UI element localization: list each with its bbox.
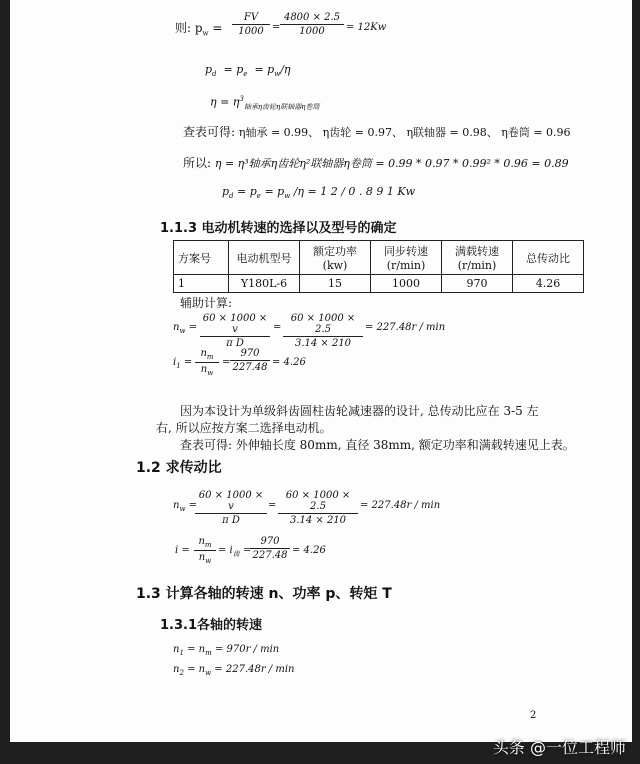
- table-header-cell: 总传动比: [513, 241, 584, 275]
- table-header-cell: 满载转速(r/min): [442, 241, 513, 275]
- pw-lhs: 则: $p_w$ =: [175, 21, 223, 38]
- section-1-1-3-heading: 1.1.3 电动机转速的选择以及型号的确定: [160, 221, 397, 236]
- table-cell: 1: [174, 275, 229, 293]
- ratio-i-frac1: $\frac{n_m}{n_w}$: [194, 536, 216, 565]
- table-cell: 970: [442, 275, 513, 293]
- aux-i1-frac2: $\frac{970}{227.48}$: [230, 348, 270, 373]
- paragraph-line: 因为本设计为单级斜齿圆柱齿轮减速器的设计, 总传动比应在 3-5 左: [180, 404, 539, 418]
- pw-result: = 12Kw: [346, 22, 387, 33]
- aux-nw-lhs: $n_w$ =: [173, 322, 198, 335]
- ratio-nw-frac2: $\frac{60 \times 1000 \times 2.5}{3.14 \times 210}$: [278, 490, 358, 526]
- pw-frac2: $\frac{4800 \times 2.5}{1000}$: [280, 12, 344, 37]
- ratio-i-result: = 4.26: [292, 545, 326, 556]
- so-line: 所以: η = η³轴承η齿轮η²联轴器η卷筒 = 0.99 * 0.97 * 0.99² * 0.96 = 0.89: [183, 156, 569, 170]
- aux-nw-frac1: $\frac{60 \times 1000 \times v}{\text{π D}}$: [200, 313, 270, 349]
- table-cell: Y180L-6: [229, 275, 300, 293]
- section-1-2-heading: 1.2 求传动比: [136, 460, 222, 476]
- watermark: 头条 @一位工程师: [492, 738, 626, 757]
- pw-eq2: =: [272, 22, 281, 33]
- ratio-i-frac2: $\frac{970}{227.48}$: [250, 536, 290, 561]
- table-header-row: [174, 241, 584, 275]
- aux-i1-result: = 4.26: [272, 357, 306, 368]
- speed-n2: $n_2 = n_w = 227.48r / \min$: [173, 664, 295, 677]
- pw-frac1: $\frac{FV}{1000}$: [232, 12, 270, 37]
- ratio-i-lhs: i =: [175, 545, 190, 556]
- lookup-line: 查表可得: η轴承 = 0.99、 η齿轮 = 0.97、 η联轴器 = 0.98、 η卷筒 = 0.96: [183, 125, 571, 139]
- pd-final-line: $p_d = p_e = p_w$ /η = 1 2 / 0 . 8 9 1 Kw: [222, 185, 416, 201]
- eq-sign: = $i_齿$ =: [218, 545, 252, 558]
- section-1-3-heading: 1.3 计算各轴的转速 n、功率 p、转矩 T: [136, 586, 392, 602]
- eta-line: $\eta = \eta^3_{轴承\eta 齿轮\eta 联轴器\eta 卷筒}$: [210, 95, 320, 111]
- ratio-nw-frac1: $\frac{60 \times 1000 \times v}{\text{π D}}$: [195, 490, 267, 526]
- table-row: [174, 275, 584, 293]
- pd-line: $p_d = p_e = p_w/\eta$: [205, 63, 291, 79]
- aux-i1-lhs: $i_1$ =: [173, 357, 193, 370]
- document-page: [10, 0, 632, 742]
- eq-sign: =: [222, 357, 231, 368]
- aux-label: 辅助计算:: [180, 296, 233, 310]
- aux-i1-frac1: $\frac{n_m}{n_w}$: [195, 348, 219, 377]
- ratio-nw-result: = 227.48r / min: [360, 500, 441, 511]
- aux-nw-frac2: $\frac{60 \times 1000 \times 2.5}{3.14 \times 210}$: [283, 313, 363, 349]
- motor-spec-table: [173, 240, 584, 293]
- table-header-cell: 额定功率(kw): [300, 241, 371, 275]
- speed-n1: $n_1 = n_m = 970r / \min$: [173, 644, 280, 657]
- table-header-cell: 同步转速(r/min): [371, 241, 442, 275]
- ratio-nw-lhs: $n_w$ =: [173, 500, 198, 513]
- table-header-cell: 方案号: [174, 241, 229, 275]
- section-1-3-1-heading: 1.3.1各轴的转速: [160, 618, 263, 633]
- eq-sign: =: [268, 500, 277, 511]
- aux-nw-result: = 227.48r / min: [365, 322, 446, 333]
- page-number: 2: [530, 710, 537, 721]
- paragraph-line: 查表可得: 外伸轴长度 80mm, 直径 38mm, 额定功率和满载转速见上表。: [180, 438, 575, 452]
- table-cell: 4.26: [513, 275, 584, 293]
- paragraph-line: 右, 所以应按方案二选择电动机。: [156, 421, 332, 435]
- table-cell: 1000: [371, 275, 442, 293]
- table-header-cell: 电动机型号: [229, 241, 300, 275]
- table-cell: 15: [300, 275, 371, 293]
- eq-sign: =: [273, 322, 282, 333]
